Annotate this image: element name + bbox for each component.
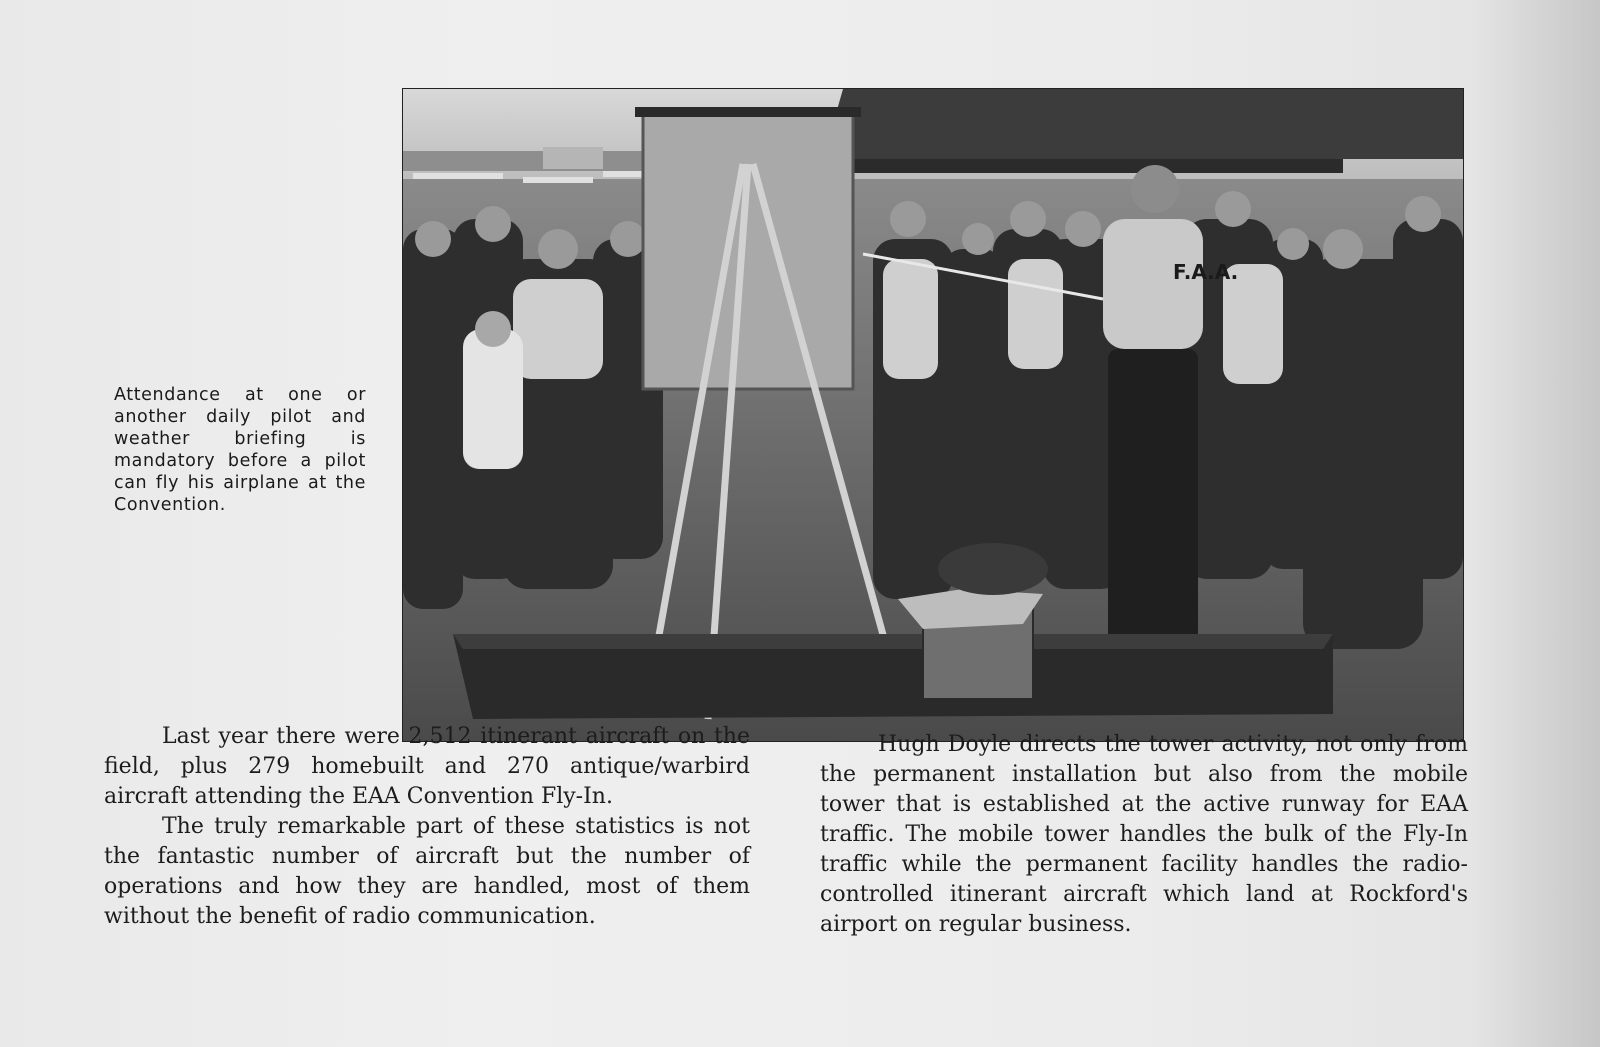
paragraph-statistics: Last year there were 2,512 itinerant aircraft on the field, plus 279 homebuilt and 270 antique/warbird aircraft attending the EAA Convention Fly-In. [104, 724, 750, 809]
tent-valance [843, 159, 1343, 173]
faa-shirt-text: F.A.A. [1173, 260, 1239, 284]
platform-top-edge [453, 634, 1333, 649]
board-top-bar [635, 107, 861, 117]
paragraph-operations: The truly remarkable part of these statistics is not the fantastic number of aircraft but the number of operations and how they are handled, most of them without the benefit of radio communication. [104, 814, 750, 929]
helmet-equipment [938, 543, 1048, 595]
boy-head [475, 311, 511, 347]
briefing-photo-illustration [403, 89, 1463, 741]
speaker-trousers [1108, 349, 1198, 649]
briefing-photo [402, 88, 1464, 742]
body-text-right-column [820, 730, 1468, 940]
body-text-left-column [104, 722, 750, 932]
paragraph-tower-activity: Hugh Doyle directs the tower activity, not only from the permanent installation but also from the mobile tower that is established at the active runway for EAA traffic. The mobile tower handles the bulk of the Fly-In traffic while the permanent facility handles the radio-controlled itinerant aircraft which land at Rockford's airport on regular business. [820, 732, 1468, 937]
hangar [543, 147, 603, 169]
tent-canopy [823, 89, 1463, 159]
tree-line [403, 151, 663, 171]
photo-caption: Attendance at one or another daily pilot and weather briefing is mandatory before a pilot can fly his airplane at the Convention. [114, 385, 366, 515]
speaker-shirt [1103, 219, 1203, 349]
briefing-board [643, 109, 853, 389]
speaker-head [1131, 165, 1179, 213]
page-fold-shadow [1472, 0, 1600, 1047]
boy-shirt [463, 329, 523, 469]
